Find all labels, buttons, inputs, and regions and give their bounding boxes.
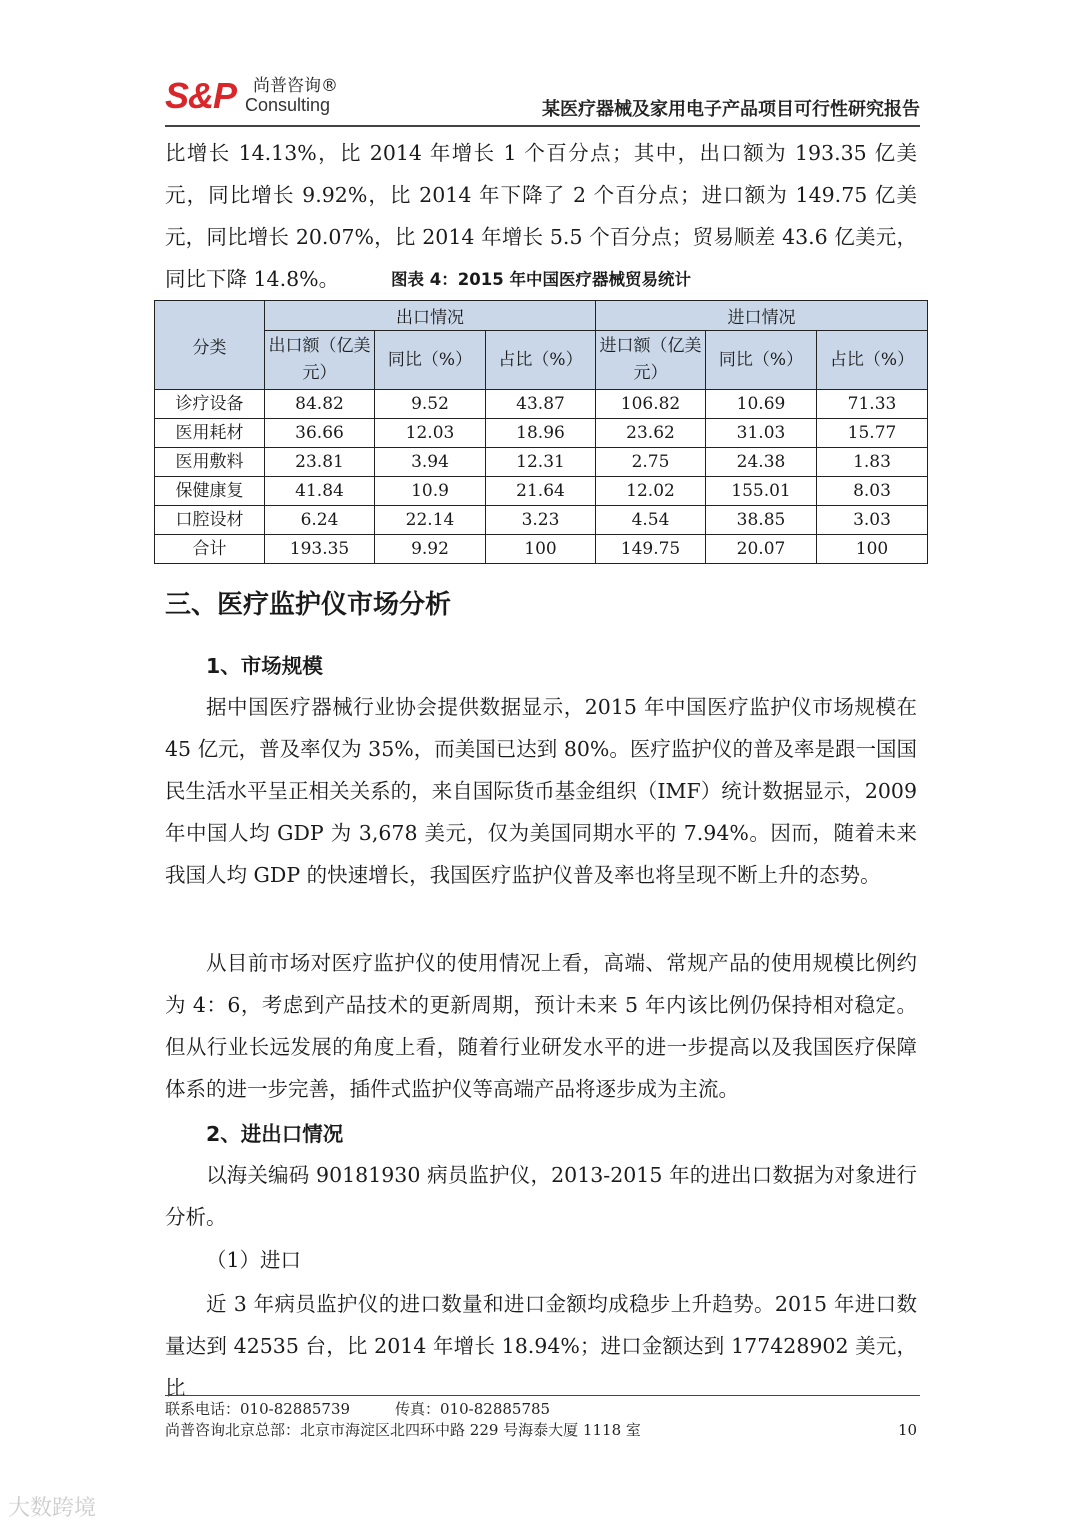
table-cell: 医用耗材 xyxy=(155,419,265,448)
table-cell: 口腔设材 xyxy=(155,506,265,535)
intro-paragraph: 比增长 14.13%，比 2014 年增长 1 个百分点；其中，出口额为 193.35 亿美元，同比增长 9.92%，比 2014 年下降了 2 个百分点；进口额为 149.75 亿美元，同比增长 20.07%，比 2014 年增长 5.5 个百分点；贸易顺差 43.6 亿美元，同比下降 14.8%。 xyxy=(165,141,917,291)
footer-divider xyxy=(165,1395,920,1396)
column-header: 出口额（亿美元） xyxy=(265,331,375,390)
import-group-header: 进口情况 xyxy=(596,301,928,331)
table-cell: 9.52 xyxy=(375,390,486,419)
column-header: 同比（%） xyxy=(375,331,486,390)
table-cell: 12.03 xyxy=(375,419,486,448)
logo-english-name: Consulting xyxy=(245,95,331,115)
table-cell: 24.38 xyxy=(706,448,817,477)
subsection-heading-import: （1）进口 xyxy=(206,1248,302,1272)
table-cell: 诊疗设备 xyxy=(155,390,265,419)
table-cell: 22.14 xyxy=(375,506,486,535)
trade-intro-paragraph: 以海关编码 90181930 病员监护仪，2013-2015 年的进出口数据为对象进行分析。 xyxy=(165,1163,917,1229)
watermark: 大数跨境 xyxy=(8,1496,97,1521)
table-cell: 18.96 xyxy=(486,419,596,448)
table-caption: 图表 4：2015 年中国医疗器械贸易统计 xyxy=(391,270,691,289)
table-cell: 4.54 xyxy=(596,506,706,535)
report-title: 某医疗器械及家用电子产品项目可行性研究报告 xyxy=(542,99,920,120)
table-cell: 12.02 xyxy=(596,477,706,506)
table-cell: 155.01 xyxy=(706,477,817,506)
table-cell: 3.94 xyxy=(375,448,486,477)
table-cell: 84.82 xyxy=(265,390,375,419)
table-cell: 100 xyxy=(486,535,596,564)
table-cell: 合计 xyxy=(155,535,265,564)
table-row xyxy=(155,390,928,419)
page-number: 10 xyxy=(898,1421,918,1439)
table-cell: 20.07 xyxy=(706,535,817,564)
table-row xyxy=(155,477,928,506)
table-row xyxy=(155,419,928,448)
table-cell: 41.84 xyxy=(265,477,375,506)
table-cell: 23.81 xyxy=(265,448,375,477)
import-paragraph: 近 3 年病员监护仪的进口数量和进口金额均成稳步上升趋势。2015 年进口数量达到 42535 台，比 2014 年增长 18.94%；进口金额达到 177428902 美元，比 xyxy=(165,1292,917,1400)
table-cell: 12.31 xyxy=(486,448,596,477)
market-size-paragraph: 据中国医疗器械行业协会提供数据显示，2015 年中国医疗监护仪市场规模在 45 亿元，普及率仅为 35%，而美国已达到 80%。医疗监护仪的普及率是跟一国国民生活水平呈正相关关系的，来自国际货币基金组织（IMF）统计数据显示，2009 年中国人均 GDP 为 3,678 美元，仅为美国同期水平的 7.94%。因而，随着未来我国人均 GDP 的快速增长，我国医疗监护仪普及率也将呈现不断上升的态势。 xyxy=(165,695,917,887)
table-row xyxy=(155,448,928,477)
export-group-header: 出口情况 xyxy=(265,301,596,331)
table-cell: 21.64 xyxy=(486,477,596,506)
table-cell: 106.82 xyxy=(596,390,706,419)
table-cell: 保健康复 xyxy=(155,477,265,506)
table-cell: 3.03 xyxy=(817,506,928,535)
section-heading: 三、医疗监护仪市场分析 xyxy=(165,590,452,620)
table-cell: 23.62 xyxy=(596,419,706,448)
table-cell: 医用敷料 xyxy=(155,448,265,477)
table-cell: 1.83 xyxy=(817,448,928,477)
table-cell: 10.69 xyxy=(706,390,817,419)
column-header: 占比（%） xyxy=(817,331,928,390)
table-cell: 149.75 xyxy=(596,535,706,564)
header-divider xyxy=(165,125,920,127)
table-cell: 36.66 xyxy=(265,419,375,448)
trade-statistics-table xyxy=(154,300,928,564)
usage-paragraph: 从目前市场对医疗监护仪的使用情况上看，高端、常规产品的使用规模比例约为 4：6，考虑到产品技术的更新周期，预计未来 5 年内该比例仍保持相对稳定。但从行业长远发展的角度上看，随着行业研发水平的进一步提高以及我国医疗保障体系的进一步完善，插件式监护仪等高端产品将逐步成为主流。 xyxy=(165,951,917,1101)
category-header: 分类 xyxy=(155,301,265,390)
footer-address: 尚普咨询北京总部：北京市海淀区北四环中路 229 号海泰大厦 1118 室 xyxy=(165,1421,641,1439)
logo-mark: S&P xyxy=(165,75,237,116)
table-cell: 43.87 xyxy=(486,390,596,419)
table-cell: 10.9 xyxy=(375,477,486,506)
table-cell: 31.03 xyxy=(706,419,817,448)
footer-contact: 联系电话：010-82885739 传真：010-82885785 xyxy=(165,1400,551,1418)
table-cell: 6.24 xyxy=(265,506,375,535)
table-cell: 38.85 xyxy=(706,506,817,535)
logo-chinese-name: 尚普咨询® xyxy=(253,76,338,96)
table-row xyxy=(155,506,928,535)
column-header: 占比（%） xyxy=(486,331,596,390)
table-cell: 193.35 xyxy=(265,535,375,564)
table-cell: 71.33 xyxy=(817,390,928,419)
table-cell: 3.23 xyxy=(486,506,596,535)
table-cell: 15.77 xyxy=(817,419,928,448)
subsection-heading-trade: 2、进出口情况 xyxy=(206,1122,344,1146)
table-row-total xyxy=(155,535,928,564)
subsection-heading-market-size: 1、市场规模 xyxy=(206,654,323,678)
table-cell: 100 xyxy=(817,535,928,564)
table-cell: 2.75 xyxy=(596,448,706,477)
column-header: 进口额（亿美元） xyxy=(596,331,706,390)
table-cell: 9.92 xyxy=(375,535,486,564)
table-cell: 8.03 xyxy=(817,477,928,506)
column-header: 同比（%） xyxy=(706,331,817,390)
